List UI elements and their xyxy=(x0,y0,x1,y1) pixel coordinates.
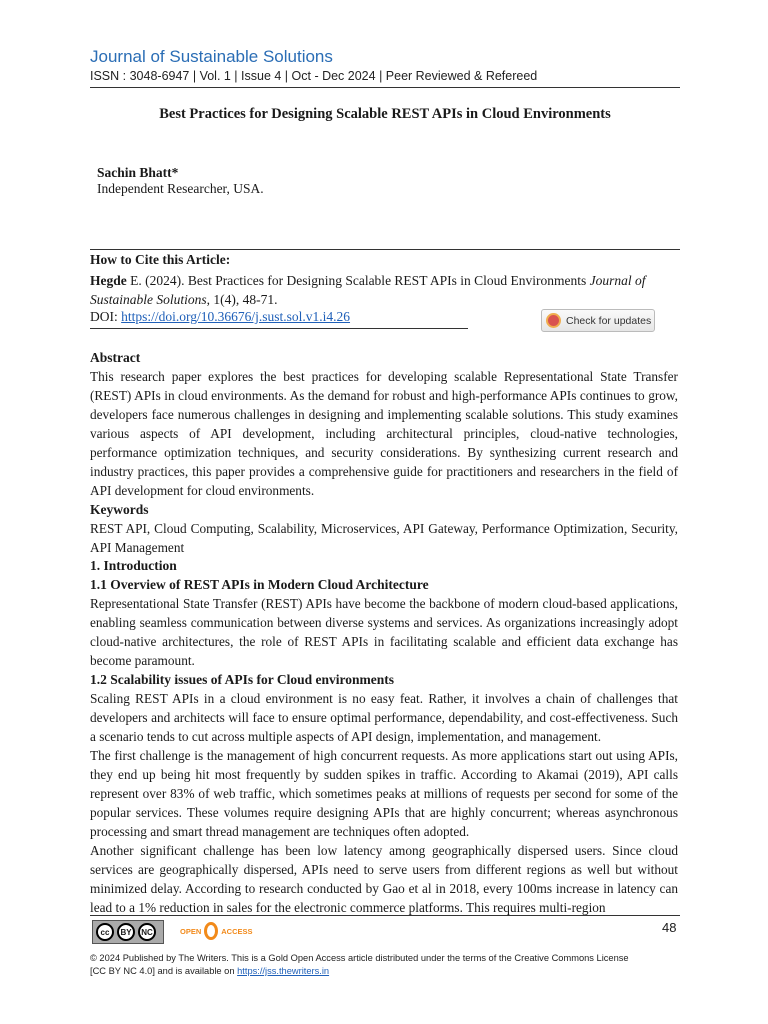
citation-journal: Journal of Sustainable Solutions xyxy=(90,273,646,307)
section-1-1-text: Representational State Transfer (REST) APIs have become the backbone of modern cloud-based applications, enabling seamless communication between diverse systems and services. As organizations increasingly adopt cloud-native architectures, the role of REST APIs in facilitating scalable and efficient data exchange has become paramount. xyxy=(90,596,678,669)
article-body xyxy=(90,349,678,918)
doi-label: DOI: xyxy=(90,309,122,324)
issn-line: ISSN : 3048-6947 | Vol. 1 | Issue 4 | Oct - Dec 2024 | Peer Reviewed & Refereed xyxy=(90,69,538,83)
section-1-1-heading: 1.1 Overview of REST APIs in Modern Cloud Architecture xyxy=(90,577,429,593)
doi-link[interactable]: https://doi.org/10.36676/j.sust.sol.v1.i4.26 xyxy=(121,309,351,324)
license-notice xyxy=(90,952,690,978)
journal-website-link[interactable]: https://jss.thewriters.in xyxy=(237,966,330,976)
open-access-logo xyxy=(180,922,253,940)
license-line xyxy=(90,965,690,978)
author-affiliation: Independent Researcher, USA. xyxy=(97,181,264,196)
paper-title: Best Practices for Designing Scalable REST APIs in Cloud Environments xyxy=(159,106,611,122)
header-divider xyxy=(90,87,680,88)
citation-part: , 1(4), 48-71. xyxy=(206,292,278,307)
license-text: [CC BY NC 4.0] and is available on xyxy=(90,966,238,976)
section-1-2-paragraph: Another significant challenge has been low latency among geographically dispersed users. Since cloud services are geographically dispersed, APIs need to serve users from different regions as well but without minimized delay. According to research conducted by Gao et al in 2018, every 100ms increase in latency can lead to a 1% reduction in sales for the electronic commerce platforms. This requires multi-region xyxy=(90,842,678,915)
doi-line xyxy=(90,309,350,325)
section-1-2-paragraph: Scaling REST APIs in a cloud environment is no easy feat. Rather, it involves a chain of challenges that developers and architects will face to ensure optimal performance, dependability, and cost-effectiveness. Such a scenario tends to cut across multiple aspects of API design, implementation, and management. xyxy=(90,691,678,745)
section-1-2-paragraph: The first challenge is the management of high concurrent requests. As more applications start out using APIs, they end up being hit most frequently by sudden spikes in traffic. According to Akamai (2019), API calls represent over 83% of web traffic, which sometimes peaks at millions of requests per second for some of the popular services. These volumes require designing APIs that are highly concurrent; whereas asynchronous processing and smart thread management are techniques often adopted. xyxy=(90,748,678,839)
check-for-updates-label: Check for updates xyxy=(566,314,652,327)
citation-text xyxy=(90,271,680,309)
cc-license-badge[interactable] xyxy=(92,920,164,944)
intro-heading: 1. Introduction xyxy=(90,558,177,574)
crossmark-icon xyxy=(546,313,561,328)
citation-heading: How to Cite this Article: xyxy=(90,252,231,267)
open-lock-icon xyxy=(204,922,218,940)
cc-icon: cc xyxy=(96,923,114,941)
abstract-text: This research paper explores the best practices for developing scalable Representational State Transfer (REST) APIs in cloud environments. As the demand for robust and high-performance APIs continues to grow, developers face numerous challenges in designing and implementing scalable solutions. This study examines various aspects of API development, including architectural principles, cloud-native technologies, performance optimization techniques, and security considerations. By synthesizing current research and industry practices, this paper provides a comprehensive guide for practitioners and researchers in the field of API development for cloud environments. xyxy=(90,368,678,498)
citation-author: Hegde xyxy=(90,273,127,288)
footer-divider xyxy=(90,915,680,916)
check-for-updates-button[interactable] xyxy=(541,309,655,332)
section-1-2-heading: 1.2 Scalability issues of APIs for Cloud environments xyxy=(90,672,395,688)
open-access-label: ACCESS xyxy=(221,926,253,936)
cc-nc-icon: NC xyxy=(138,923,156,941)
open-access-label: OPEN xyxy=(180,926,202,936)
citation-part: E. (2024). Best Practices for Designing Scalable REST APIs in Cloud Environments xyxy=(126,273,590,288)
keywords-text: REST API, Cloud Computing, Scalability, Microservices, API Gateway, Performance Optimization, Security, API Management xyxy=(90,520,678,555)
author-name: Sachin Bhatt* xyxy=(97,165,179,180)
citation-divider-top xyxy=(90,249,680,250)
page-number: 48 xyxy=(662,920,677,935)
citation-divider-bottom xyxy=(90,328,468,329)
journal-title: Journal of Sustainable Solutions xyxy=(90,47,333,66)
abstract-heading: Abstract xyxy=(90,350,141,365)
license-line: © 2024 Published by The Writers. This is a Gold Open Access article distributed under the terms of the Creative Commons License xyxy=(90,953,629,963)
cc-by-icon: BY xyxy=(117,923,135,941)
keywords-heading: Keywords xyxy=(90,501,149,517)
